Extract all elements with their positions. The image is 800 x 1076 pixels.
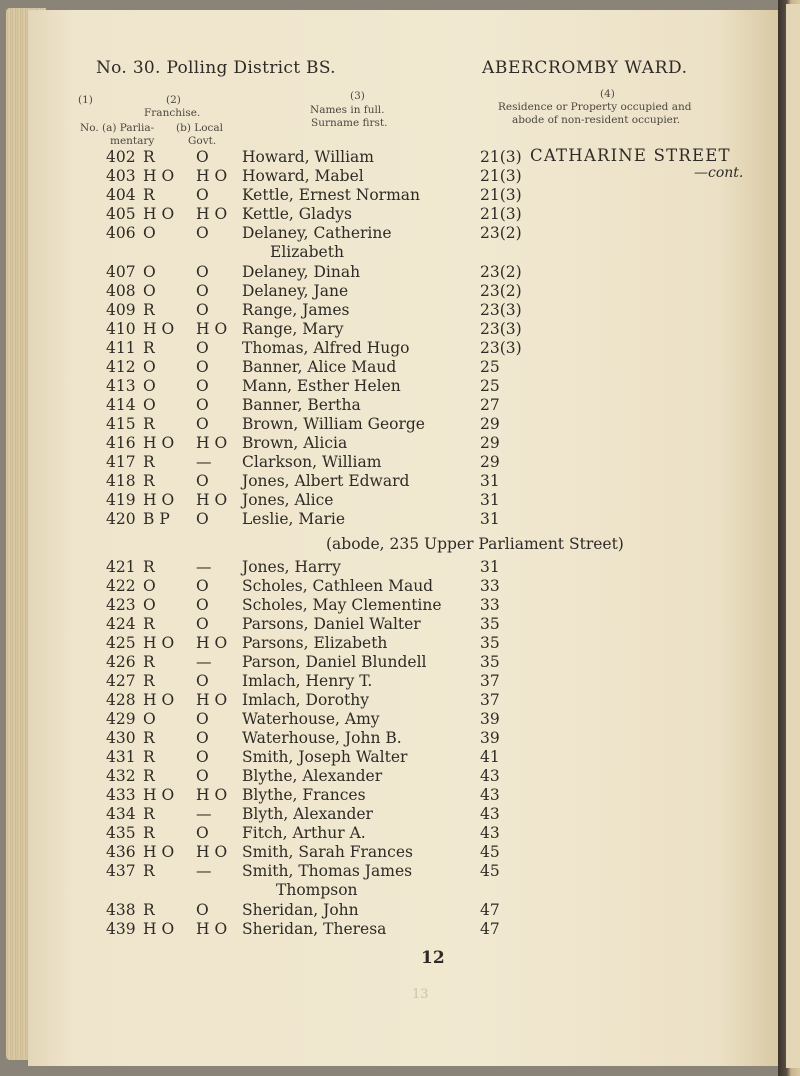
parliamentary-franchise: O: [143, 577, 156, 595]
residence-number: 39: [480, 729, 500, 747]
local-franchise: H O: [196, 843, 228, 861]
elector-number: 434: [106, 805, 136, 823]
elector-name: Smith, Joseph Walter: [242, 748, 408, 766]
elector-name: Fitch, Arthur A.: [242, 824, 366, 842]
elector-name: Blythe, Frances: [242, 786, 366, 804]
residence-number: 33: [480, 596, 500, 614]
residence-number: 23(3): [480, 339, 522, 357]
elector-number: 431: [106, 748, 136, 766]
elector-number: 417: [106, 453, 136, 471]
elector-name: Mann, Esther Helen: [242, 377, 401, 395]
local-franchise: O: [196, 415, 209, 433]
elector-name: Sheridan, Theresa: [242, 920, 387, 938]
elector-number: 435: [106, 824, 136, 842]
register-page: [28, 10, 778, 1066]
local-franchise: O: [196, 377, 209, 395]
elector-name: Kettle, Ernest Norman: [242, 186, 420, 204]
elector-name: Waterhouse, Amy: [242, 710, 380, 728]
col3-label-1: Names in full.: [310, 104, 385, 116]
elector-number: 408: [106, 282, 136, 300]
residence-number: 25: [480, 377, 500, 395]
local-franchise: O: [196, 577, 209, 595]
elector-name: Howard, Mabel: [242, 167, 364, 185]
elector-number: 410: [106, 320, 136, 338]
col2a-label-cont: mentary: [110, 135, 155, 147]
elector-number: 438: [106, 901, 136, 919]
parliamentary-franchise: H O: [143, 920, 175, 938]
parliamentary-franchise: O: [143, 358, 156, 376]
parliamentary-franchise: R: [143, 558, 155, 576]
ward-header: ABERCROMBY WARD.: [482, 58, 688, 78]
parliamentary-franchise: R: [143, 339, 155, 357]
col3-number: (3): [350, 90, 365, 102]
local-franchise: O: [196, 301, 209, 319]
local-franchise: O: [196, 901, 209, 919]
residence-number: 21(3): [480, 148, 522, 166]
elector-name: Kettle, Gladys: [242, 205, 352, 223]
elector-number: 430: [106, 729, 136, 747]
residence-number: 31: [480, 510, 500, 528]
elector-name: Thomas, Alfred Hugo: [242, 339, 410, 357]
local-franchise: O: [196, 282, 209, 300]
elector-number: 404: [106, 186, 136, 204]
residence-number: 29: [480, 453, 500, 471]
parliamentary-franchise: R: [143, 901, 155, 919]
parliamentary-franchise: O: [143, 396, 156, 414]
local-franchise: O: [196, 396, 209, 414]
elector-name: Imlach, Henry T.: [242, 672, 373, 690]
local-franchise: O: [196, 596, 209, 614]
residence-number: 31: [480, 472, 500, 490]
parliamentary-franchise: R: [143, 148, 155, 166]
col1-label: No.: [80, 122, 99, 134]
elector-number: 439: [106, 920, 136, 938]
local-franchise: O: [196, 672, 209, 690]
parliamentary-franchise: O: [143, 263, 156, 281]
parliamentary-franchise: H O: [143, 167, 175, 185]
residence-number: 45: [480, 862, 500, 880]
elector-number: 406: [106, 224, 136, 242]
elector-name: Smith, Thomas James: [242, 862, 413, 880]
elector-name: Delaney, Catherine: [242, 224, 392, 242]
parliamentary-franchise: R: [143, 729, 155, 747]
local-franchise: O: [196, 615, 209, 633]
residence-number: 33: [480, 577, 500, 595]
elector-name: Delaney, Dinah: [242, 263, 361, 281]
parliamentary-franchise: H O: [143, 786, 175, 804]
elector-number: 432: [106, 767, 136, 785]
residence-number: 45: [480, 843, 500, 861]
local-franchise: O: [196, 510, 209, 528]
local-franchise: H O: [196, 691, 228, 709]
residence-number: 31: [480, 558, 500, 576]
elector-name: Jones, Harry: [242, 558, 341, 576]
col2-label: Franchise.: [144, 107, 201, 119]
local-franchise: O: [196, 358, 209, 376]
local-franchise: —: [196, 862, 212, 880]
residence-number: 29: [480, 434, 500, 452]
parliamentary-franchise: H O: [143, 491, 175, 509]
local-franchise: H O: [196, 491, 228, 509]
elector-name: Leslie, Marie: [242, 510, 346, 528]
parliamentary-franchise: H O: [143, 843, 175, 861]
elector-number: 412: [106, 358, 136, 376]
residence-number: 35: [480, 615, 500, 633]
elector-name: Blythe, Alexander: [242, 767, 383, 785]
col1-number: (1): [78, 94, 93, 106]
residence-number: 23(2): [480, 263, 522, 281]
local-franchise: H O: [196, 434, 228, 452]
facing-page-edge: [786, 4, 800, 1068]
elector-number: 428: [106, 691, 136, 709]
residence-number: 23(3): [480, 301, 522, 319]
elector-name: Delaney, Jane: [242, 282, 349, 300]
parliamentary-franchise: H O: [143, 434, 175, 452]
elector-number: 419: [106, 491, 136, 509]
residence-number: 21(3): [480, 186, 522, 204]
elector-name: Howard, William: [242, 148, 374, 166]
local-franchise: —: [196, 558, 212, 576]
elector-name: Scholes, May Clementine: [242, 596, 442, 614]
parliamentary-franchise: H O: [143, 634, 175, 652]
abode-note: (abode, 235 Upper Parliament Street): [326, 535, 624, 553]
parliamentary-franchise: R: [143, 415, 155, 433]
elector-number: 402: [106, 148, 136, 166]
local-franchise: O: [196, 148, 209, 166]
elector-number: 413: [106, 377, 136, 395]
elector-name: Banner, Bertha: [242, 396, 361, 414]
local-franchise: O: [196, 339, 209, 357]
elector-number: 405: [106, 205, 136, 223]
elector-number: 420: [106, 510, 136, 528]
residence-number: 31: [480, 491, 500, 509]
local-franchise: H O: [196, 634, 228, 652]
residence-number: 41: [480, 748, 500, 766]
parliamentary-franchise: O: [143, 710, 156, 728]
parliamentary-franchise: R: [143, 453, 155, 471]
parliamentary-franchise: R: [143, 301, 155, 319]
elector-number: 425: [106, 634, 136, 652]
elector-name: Smith, Sarah Frances: [242, 843, 413, 861]
parliamentary-franchise: R: [143, 472, 155, 490]
local-franchise: O: [196, 186, 209, 204]
elector-name: Sheridan, John: [242, 901, 359, 919]
elector-number: 409: [106, 301, 136, 319]
elector-name-continued: Elizabeth: [270, 243, 344, 261]
elector-name: Brown, William George: [242, 415, 425, 433]
residence-number: 23(2): [480, 224, 522, 242]
elector-name: Jones, Alice: [242, 491, 334, 509]
local-franchise: —: [196, 653, 212, 671]
residence-number: 39: [480, 710, 500, 728]
elector-number: 403: [106, 167, 136, 185]
residence-number: 27: [480, 396, 500, 414]
elector-name: Range, James: [242, 301, 350, 319]
elector-name: Imlach, Dorothy: [242, 691, 370, 709]
residence-number: 23(3): [480, 320, 522, 338]
residence-number: 21(3): [480, 205, 522, 223]
residence-number: 25: [480, 358, 500, 376]
elector-number: 424: [106, 615, 136, 633]
residence-number: 35: [480, 653, 500, 671]
local-franchise: O: [196, 710, 209, 728]
col4-label-1: Residence or Property occupied and: [498, 101, 692, 113]
elector-number: 423: [106, 596, 136, 614]
elector-number: 416: [106, 434, 136, 452]
elector-number: 421: [106, 558, 136, 576]
parliamentary-franchise: O: [143, 596, 156, 614]
parliamentary-franchise: R: [143, 862, 155, 880]
col2b-label-cont: Govt.: [188, 135, 217, 147]
local-franchise: —: [196, 805, 212, 823]
parliamentary-franchise: H O: [143, 691, 175, 709]
residence-number: 29: [480, 415, 500, 433]
elector-name: Brown, Alicia: [242, 434, 348, 452]
residence-number: 43: [480, 786, 500, 804]
parliamentary-franchise: O: [143, 377, 156, 395]
parliamentary-franchise: R: [143, 805, 155, 823]
col4-label-2: abode of non-resident occupier.: [512, 114, 681, 126]
parliamentary-franchise: R: [143, 186, 155, 204]
col4-number: (4): [600, 88, 615, 100]
parliamentary-franchise: O: [143, 224, 156, 242]
col2b-label: (b) Local: [176, 122, 224, 134]
col2a-label: (a) Parlia-: [102, 122, 155, 134]
elector-name: Parson, Daniel Blundell: [242, 653, 427, 671]
residence-number: 21(3): [480, 167, 522, 185]
elector-number: 433: [106, 786, 136, 804]
residence-number: 43: [480, 805, 500, 823]
elector-number: 427: [106, 672, 136, 690]
local-franchise: O: [196, 824, 209, 842]
residence-number: 37: [480, 672, 500, 690]
elector-number: 407: [106, 263, 136, 281]
parliamentary-franchise: R: [143, 615, 155, 633]
parliamentary-franchise: H O: [143, 320, 175, 338]
elector-number: 429: [106, 710, 136, 728]
local-franchise: O: [196, 767, 209, 785]
parliamentary-franchise: R: [143, 672, 155, 690]
col3-label-2: Surname first.: [311, 117, 388, 129]
local-franchise: O: [196, 224, 209, 242]
residence-number: 43: [480, 767, 500, 785]
local-franchise: H O: [196, 786, 228, 804]
elector-name: Clarkson, William: [242, 453, 382, 471]
residence-number: 23(2): [480, 282, 522, 300]
residence-number: 47: [480, 901, 500, 919]
elector-name: Blyth, Alexander: [242, 805, 373, 823]
local-franchise: H O: [196, 920, 228, 938]
residence-number: 37: [480, 691, 500, 709]
local-franchise: H O: [196, 320, 228, 338]
local-franchise: —: [196, 453, 212, 471]
elector-name: Parsons, Daniel Walter: [242, 615, 421, 633]
elector-number: 422: [106, 577, 136, 595]
elector-number: 436: [106, 843, 136, 861]
residence-number: 47: [480, 920, 500, 938]
parliamentary-franchise: R: [143, 748, 155, 766]
elector-number: 415: [106, 415, 136, 433]
col2-number: (2): [166, 94, 181, 106]
parliamentary-franchise: B P: [143, 510, 170, 528]
elector-name: Parsons, Elizabeth: [242, 634, 388, 652]
residence-number: 35: [480, 634, 500, 652]
local-franchise: O: [196, 748, 209, 766]
elector-name: Scholes, Cathleen Maud: [242, 577, 434, 595]
elector-number: 411: [106, 339, 136, 357]
elector-name-continued: Thompson: [276, 881, 358, 899]
show-through-page-number: 13: [412, 987, 429, 1002]
elector-name: Waterhouse, John B.: [242, 729, 402, 747]
elector-number: 414: [106, 396, 136, 414]
parliamentary-franchise: O: [143, 282, 156, 300]
elector-number: 418: [106, 472, 136, 490]
elector-name: Range, Mary: [242, 320, 344, 338]
street-name: CATHARINE STREET: [530, 146, 731, 165]
parliamentary-franchise: R: [143, 824, 155, 842]
elector-name: Banner, Alice Maud: [242, 358, 397, 376]
elector-number: 437: [106, 862, 136, 880]
elector-name: Jones, Albert Edward: [242, 472, 410, 490]
parliamentary-franchise: R: [143, 767, 155, 785]
residence-number: 43: [480, 824, 500, 842]
local-franchise: O: [196, 472, 209, 490]
local-franchise: O: [196, 729, 209, 747]
parliamentary-franchise: H O: [143, 205, 175, 223]
page-number: 12: [421, 948, 445, 968]
local-franchise: H O: [196, 205, 228, 223]
parliamentary-franchise: R: [143, 653, 155, 671]
local-franchise: H O: [196, 167, 228, 185]
elector-number: 426: [106, 653, 136, 671]
polling-district-header: No. 30. Polling District BS.: [96, 58, 336, 78]
street-continued: —cont.: [694, 165, 744, 181]
local-franchise: O: [196, 263, 209, 281]
